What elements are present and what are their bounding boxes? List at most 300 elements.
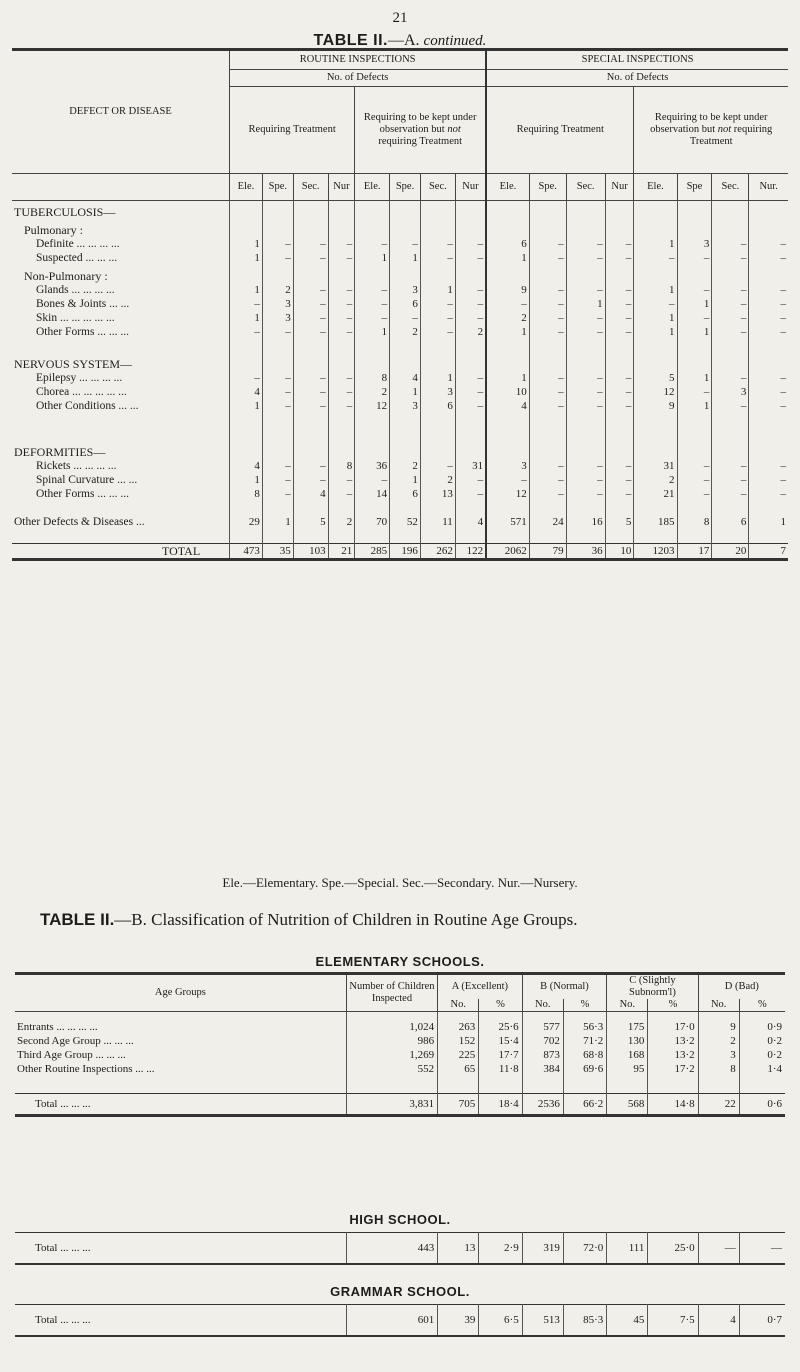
cell-value: – bbox=[293, 325, 328, 339]
row-label: Total ... ... ... bbox=[15, 1233, 346, 1265]
count-header: No. bbox=[438, 999, 479, 1012]
cell-value: – bbox=[566, 325, 605, 339]
cell-value: 225 bbox=[438, 1048, 479, 1062]
cell-value: 2062 bbox=[486, 543, 529, 559]
cell-value: – bbox=[455, 487, 486, 501]
grammar-school-table bbox=[15, 1304, 785, 1337]
cell-value: – bbox=[566, 473, 605, 487]
cell-value: 25·0 bbox=[648, 1233, 698, 1265]
table-row bbox=[15, 1062, 785, 1076]
sub-column-header: Nur. bbox=[749, 174, 788, 201]
table-row bbox=[12, 251, 788, 265]
cell-value: 552 bbox=[346, 1062, 437, 1076]
routine-requiring-treatment: Requiring Treatment bbox=[230, 87, 355, 174]
table-row bbox=[15, 1034, 785, 1048]
cell-value: – bbox=[529, 237, 566, 251]
cell-value: 152 bbox=[438, 1034, 479, 1048]
cell-value: – bbox=[529, 251, 566, 265]
cell-value: – bbox=[605, 371, 634, 385]
cell-value: 0·2 bbox=[739, 1048, 785, 1062]
cell-value: 12 bbox=[486, 487, 529, 501]
cell-value: 79 bbox=[529, 543, 566, 559]
defects-table bbox=[12, 48, 788, 561]
cell-value: 13·2 bbox=[648, 1048, 698, 1062]
row-label: Other Forms ... ... ... bbox=[36, 326, 129, 338]
cell-value: 319 bbox=[522, 1233, 563, 1265]
cell-value: 185 bbox=[634, 515, 677, 529]
cell-value: – bbox=[293, 283, 328, 297]
cell-value: – bbox=[749, 283, 788, 297]
grade-b-header: B (Normal) bbox=[522, 974, 607, 1000]
cell-value: – bbox=[749, 473, 788, 487]
cell-value: – bbox=[566, 399, 605, 413]
cell-value: 2·9 bbox=[479, 1233, 522, 1265]
cell-value: — bbox=[698, 1233, 739, 1265]
cell-value: 1 bbox=[749, 515, 788, 529]
cell-value: 3 bbox=[677, 237, 712, 251]
cell-value: 262 bbox=[420, 543, 455, 559]
cell-value: 17·2 bbox=[648, 1062, 698, 1076]
cell-value: 6·5 bbox=[479, 1305, 522, 1337]
cell-value: 17·0 bbox=[648, 1020, 698, 1034]
table-row bbox=[12, 237, 788, 251]
table-a-title-bold: TABLE II. bbox=[313, 32, 388, 49]
cell-value: – bbox=[328, 371, 355, 385]
cell-value: – bbox=[712, 297, 749, 311]
cell-value: 8 bbox=[355, 371, 390, 385]
grade-c-header: C (Slightly Subnorm'l) bbox=[607, 974, 698, 1000]
cell-value: 2 bbox=[262, 283, 293, 297]
cell-value: – bbox=[677, 311, 712, 325]
cell-value: 263 bbox=[438, 1020, 479, 1034]
table-row bbox=[12, 487, 788, 501]
cell-value: 5 bbox=[634, 371, 677, 385]
cell-value: – bbox=[455, 371, 486, 385]
row-label: Other Routine Inspections ... ... bbox=[17, 1062, 155, 1075]
cell-value: 3 bbox=[262, 311, 293, 325]
cell-value: – bbox=[293, 385, 328, 399]
cell-value: – bbox=[749, 459, 788, 473]
nutrition-table-body bbox=[15, 1012, 785, 1116]
cell-value: 705 bbox=[438, 1094, 479, 1116]
cell-value: 13 bbox=[420, 487, 455, 501]
cell-value: 17 bbox=[677, 543, 712, 559]
cell-value: 7·5 bbox=[648, 1305, 698, 1337]
cell-value: – bbox=[328, 473, 355, 487]
sub-column-header: Spe bbox=[677, 174, 712, 201]
table-b-title-bold: TABLE II. bbox=[40, 910, 115, 929]
cell-value: 17·7 bbox=[479, 1048, 522, 1062]
cell-value: – bbox=[262, 473, 293, 487]
cell-value: – bbox=[328, 325, 355, 339]
cell-value: 14 bbox=[355, 487, 390, 501]
high-school-table bbox=[15, 1232, 785, 1265]
row-label: Definite ... ... ... ... bbox=[36, 238, 120, 250]
cell-value: 0·9 bbox=[739, 1020, 785, 1034]
cell-value: – bbox=[293, 311, 328, 325]
cell-value: 3 bbox=[262, 297, 293, 311]
cell-value: – bbox=[529, 325, 566, 339]
cell-value: 12 bbox=[355, 399, 390, 413]
section-row bbox=[12, 219, 788, 237]
cell-value: 6 bbox=[390, 487, 421, 501]
high-school-heading: HIGH SCHOOL. bbox=[349, 1212, 451, 1227]
cell-value: – bbox=[712, 311, 749, 325]
sub-column-header: Nur bbox=[328, 174, 355, 201]
cell-value: – bbox=[712, 371, 749, 385]
row-label: Total ... ... ... bbox=[15, 1305, 346, 1337]
row-label: Second Age Group ... ... ... bbox=[17, 1034, 134, 1047]
high-school-total-row bbox=[15, 1233, 785, 1265]
cell-value: – bbox=[328, 385, 355, 399]
sub-column-header: Sec. bbox=[566, 174, 605, 201]
cell-value: 601 bbox=[346, 1305, 437, 1337]
cell-value: – bbox=[420, 459, 455, 473]
cell-value: – bbox=[355, 283, 390, 297]
cell-value: 8 bbox=[677, 515, 712, 529]
grammar-school-heading: GRAMMAR SCHOOL. bbox=[330, 1284, 470, 1299]
cell-value: 0·7 bbox=[739, 1305, 785, 1337]
row-label: Other Defects & Diseases ... bbox=[14, 516, 145, 528]
cell-value: 3 bbox=[390, 399, 421, 413]
nutrition-table bbox=[15, 972, 785, 1117]
cell-value: 14·8 bbox=[648, 1094, 698, 1116]
cell-value: 443 bbox=[346, 1233, 437, 1265]
cell-value: 1 bbox=[420, 283, 455, 297]
cell-value: – bbox=[749, 325, 788, 339]
cell-value: – bbox=[605, 297, 634, 311]
cell-value: – bbox=[605, 283, 634, 297]
cell-value: – bbox=[328, 311, 355, 325]
cell-value: 513 bbox=[522, 1305, 563, 1337]
cell-value: – bbox=[420, 311, 455, 325]
cell-value: 70 bbox=[355, 515, 390, 529]
cell-value: – bbox=[712, 251, 749, 265]
cell-value: 31 bbox=[455, 459, 486, 473]
cell-value: 1 bbox=[634, 311, 677, 325]
cell-value: 0·6 bbox=[739, 1094, 785, 1116]
table-row bbox=[12, 459, 788, 473]
row-label: Spinal Curvature ... ... bbox=[36, 474, 138, 486]
cell-value: – bbox=[529, 311, 566, 325]
special-requiring-observation: Requiring to be kept under observation but not requiring Treatment bbox=[634, 87, 788, 174]
cell-value: 72·0 bbox=[563, 1233, 606, 1265]
special-requiring-treatment: Requiring Treatment bbox=[486, 87, 634, 174]
sub-column-header: Spe. bbox=[262, 174, 293, 201]
cell-value: 175 bbox=[607, 1020, 648, 1034]
cell-value: 71·2 bbox=[563, 1034, 606, 1048]
cell-value: – bbox=[712, 325, 749, 339]
cell-value: – bbox=[455, 399, 486, 413]
cell-value: – bbox=[566, 311, 605, 325]
cell-value: 68·8 bbox=[563, 1048, 606, 1062]
cell-value: 65 bbox=[438, 1062, 479, 1076]
table-b-title-rest: —B. Classification of Nutrition of Children in Routine Age Groups. bbox=[114, 910, 578, 929]
cell-value: – bbox=[293, 399, 328, 413]
cell-value: – bbox=[529, 297, 566, 311]
cell-value: – bbox=[749, 399, 788, 413]
cell-value: 9 bbox=[634, 399, 677, 413]
table-b-title bbox=[40, 910, 780, 930]
cell-value: 11 bbox=[420, 515, 455, 529]
cell-value: 9 bbox=[486, 283, 529, 297]
cell-value: 8 bbox=[230, 487, 263, 501]
cell-value: 473 bbox=[230, 543, 263, 559]
cell-value: 2 bbox=[420, 473, 455, 487]
cell-value: 22 bbox=[698, 1094, 739, 1116]
cell-value: 1·4 bbox=[739, 1062, 785, 1076]
cell-value: 4 bbox=[390, 371, 421, 385]
cell-value: – bbox=[749, 385, 788, 399]
cell-value: – bbox=[262, 251, 293, 265]
table-row bbox=[12, 515, 788, 529]
cell-value: 6 bbox=[712, 515, 749, 529]
cell-value: 2 bbox=[390, 459, 421, 473]
cell-value: – bbox=[634, 297, 677, 311]
cell-value: – bbox=[529, 385, 566, 399]
cell-value: 56·3 bbox=[563, 1020, 606, 1034]
cell-value: – bbox=[328, 237, 355, 251]
cell-value: – bbox=[328, 487, 355, 501]
section-row bbox=[12, 353, 788, 371]
count-header: No. bbox=[607, 999, 648, 1012]
spacer-row bbox=[12, 413, 788, 427]
cell-value: – bbox=[293, 459, 328, 473]
table-row bbox=[12, 297, 788, 311]
cell-value: – bbox=[455, 297, 486, 311]
cell-value: 36 bbox=[355, 459, 390, 473]
cell-value: 1 bbox=[390, 473, 421, 487]
cell-value: 1 bbox=[486, 251, 529, 265]
cell-value: 66·2 bbox=[563, 1094, 606, 1116]
cell-value: 25·6 bbox=[479, 1020, 522, 1034]
cell-value: – bbox=[455, 251, 486, 265]
cell-value: – bbox=[455, 385, 486, 399]
spacer-row bbox=[12, 427, 788, 441]
row-label: Other Forms ... ... ... bbox=[36, 488, 129, 500]
cell-value: 11·8 bbox=[479, 1062, 522, 1076]
sub-column-header-row bbox=[12, 174, 788, 201]
cell-value: 1 bbox=[634, 325, 677, 339]
cell-value: – bbox=[455, 311, 486, 325]
cell-value: 196 bbox=[390, 543, 421, 559]
cell-value: 2536 bbox=[522, 1094, 563, 1116]
cell-value: 1 bbox=[677, 399, 712, 413]
spacer-row bbox=[15, 1076, 785, 1094]
cell-value: 1 bbox=[677, 371, 712, 385]
cell-value: 21 bbox=[328, 543, 355, 559]
cell-value: – bbox=[566, 237, 605, 251]
percent-header: % bbox=[479, 999, 522, 1012]
row-label: Glands ... ... ... ... bbox=[36, 284, 115, 296]
cell-value: – bbox=[566, 251, 605, 265]
cell-value: – bbox=[566, 459, 605, 473]
percent-header: % bbox=[648, 999, 698, 1012]
table-row bbox=[12, 371, 788, 385]
cell-value: 6 bbox=[420, 399, 455, 413]
cell-value: 1 bbox=[230, 473, 263, 487]
cell-value: 20 bbox=[712, 543, 749, 559]
grade-a-header: A (Excellent) bbox=[438, 974, 523, 1000]
cell-value: – bbox=[293, 251, 328, 265]
cell-value: – bbox=[712, 487, 749, 501]
cell-value: – bbox=[355, 473, 390, 487]
cell-value: – bbox=[328, 297, 355, 311]
sub-column-header: Ele. bbox=[634, 174, 677, 201]
cell-value: 1203 bbox=[634, 543, 677, 559]
cell-value: 39 bbox=[438, 1305, 479, 1337]
cell-value: 1 bbox=[230, 237, 263, 251]
cell-value: 577 bbox=[522, 1020, 563, 1034]
routine-requiring-observation: Requiring to be kept under observation but not requiring Treatment bbox=[355, 87, 486, 174]
sub-column-header: Sec. bbox=[712, 174, 749, 201]
cell-value: – bbox=[712, 459, 749, 473]
cell-value: 568 bbox=[607, 1094, 648, 1116]
row-label: Total ... ... ... bbox=[15, 1094, 346, 1116]
cell-value: – bbox=[749, 311, 788, 325]
cell-value: 24 bbox=[529, 515, 566, 529]
count-header: No. bbox=[698, 999, 739, 1012]
cell-value: – bbox=[712, 237, 749, 251]
cell-value: 1 bbox=[677, 297, 712, 311]
cell-value: – bbox=[605, 325, 634, 339]
cell-value: – bbox=[262, 325, 293, 339]
cell-value: – bbox=[262, 371, 293, 385]
spacer-row bbox=[15, 1012, 785, 1020]
cell-value: – bbox=[605, 311, 634, 325]
cell-value: – bbox=[390, 237, 421, 251]
cell-value: – bbox=[712, 399, 749, 413]
section-label: TUBERCULOSIS— bbox=[14, 205, 116, 219]
table-row bbox=[15, 1048, 785, 1062]
cell-value: – bbox=[293, 297, 328, 311]
cell-value: 1 bbox=[230, 283, 263, 297]
cell-value: 103 bbox=[293, 543, 328, 559]
cell-value: 2 bbox=[390, 325, 421, 339]
cell-value: 130 bbox=[607, 1034, 648, 1048]
row-label: Suspected ... ... ... bbox=[36, 252, 118, 264]
table-a-title-rest: —A. bbox=[387, 32, 420, 49]
cell-value: 1 bbox=[390, 385, 421, 399]
percent-header: % bbox=[739, 999, 785, 1012]
cell-value: – bbox=[262, 237, 293, 251]
cell-value: 5 bbox=[293, 515, 328, 529]
cell-value: 1 bbox=[486, 371, 529, 385]
row-label: Chorea ... ... ... ... ... bbox=[36, 386, 127, 398]
cell-value: 36 bbox=[566, 543, 605, 559]
sub-column-header: Ele. bbox=[486, 174, 529, 201]
cell-value: 3 bbox=[390, 283, 421, 297]
cell-value: 13·2 bbox=[648, 1034, 698, 1048]
table-row bbox=[12, 311, 788, 325]
cell-value: – bbox=[355, 311, 390, 325]
routine-inspections-header: ROUTINE INSPECTIONS bbox=[230, 50, 487, 70]
cell-value: – bbox=[529, 473, 566, 487]
cell-value: 4 bbox=[698, 1305, 739, 1337]
cell-value: 6 bbox=[390, 297, 421, 311]
cell-value: – bbox=[566, 385, 605, 399]
row-header: DEFECT OR DISEASE bbox=[12, 50, 230, 174]
cell-value: – bbox=[328, 251, 355, 265]
sub-column-header: Nur bbox=[455, 174, 486, 201]
cell-value: – bbox=[420, 251, 455, 265]
cell-value: – bbox=[355, 237, 390, 251]
age-groups-header: Age Groups bbox=[15, 974, 346, 1012]
cell-value: 2 bbox=[486, 311, 529, 325]
cell-value: – bbox=[677, 487, 712, 501]
cell-value: 7 bbox=[749, 543, 788, 559]
cell-value: – bbox=[455, 237, 486, 251]
cell-value: 3 bbox=[486, 459, 529, 473]
cell-value: 85·3 bbox=[563, 1305, 606, 1337]
row-label: Bones & Joints ... ... bbox=[36, 298, 130, 310]
cell-value: 1 bbox=[230, 251, 263, 265]
cell-value: 986 bbox=[346, 1034, 437, 1048]
cell-value: 1 bbox=[677, 325, 712, 339]
cell-value: 1 bbox=[420, 371, 455, 385]
cell-value: 5 bbox=[605, 515, 634, 529]
cell-value: – bbox=[529, 371, 566, 385]
section-row bbox=[12, 201, 788, 220]
section-label: DEFORMITIES— bbox=[14, 445, 106, 459]
cell-value: – bbox=[605, 251, 634, 265]
cell-value: 10 bbox=[605, 543, 634, 559]
section-label: Pulmonary : bbox=[24, 223, 83, 237]
cell-value: 15·4 bbox=[479, 1034, 522, 1048]
cell-value: 2 bbox=[328, 515, 355, 529]
sub-column-header: Ele. bbox=[355, 174, 390, 201]
cell-value: – bbox=[230, 325, 263, 339]
cell-value: – bbox=[605, 237, 634, 251]
cell-value: – bbox=[677, 251, 712, 265]
cell-value: 122 bbox=[455, 543, 486, 559]
cell-value: 3 bbox=[712, 385, 749, 399]
cell-value: – bbox=[486, 473, 529, 487]
cell-value: – bbox=[293, 371, 328, 385]
cell-value: 1 bbox=[566, 297, 605, 311]
cell-value: – bbox=[605, 473, 634, 487]
cell-value: – bbox=[749, 237, 788, 251]
cell-value: 571 bbox=[486, 515, 529, 529]
grammar-school-total-row bbox=[15, 1305, 785, 1337]
cell-value: – bbox=[328, 283, 355, 297]
cell-value: – bbox=[677, 473, 712, 487]
cell-value: 1 bbox=[390, 251, 421, 265]
table-row bbox=[15, 1020, 785, 1034]
row-label: Rickets ... ... ... ... bbox=[36, 460, 117, 472]
cell-value: – bbox=[749, 251, 788, 265]
row-label: TOTAL bbox=[12, 543, 230, 559]
percent-header: % bbox=[563, 999, 606, 1012]
sub-column-header: Nur bbox=[605, 174, 634, 201]
cell-value: – bbox=[529, 459, 566, 473]
cell-value: 2 bbox=[698, 1034, 739, 1048]
cell-value: – bbox=[529, 283, 566, 297]
cell-value: 31 bbox=[634, 459, 677, 473]
cell-value: 168 bbox=[607, 1048, 648, 1062]
routine-no-of-defects: No. of Defects bbox=[230, 70, 487, 87]
cell-value: – bbox=[486, 297, 529, 311]
cell-value: — bbox=[739, 1233, 785, 1265]
table-row bbox=[12, 473, 788, 487]
cell-value: – bbox=[749, 297, 788, 311]
cell-value: 8 bbox=[698, 1062, 739, 1076]
cell-value: 95 bbox=[607, 1062, 648, 1076]
cell-value: 285 bbox=[355, 543, 390, 559]
count-header: No. bbox=[522, 999, 563, 1012]
cell-value: – bbox=[749, 487, 788, 501]
cell-value: 4 bbox=[455, 515, 486, 529]
